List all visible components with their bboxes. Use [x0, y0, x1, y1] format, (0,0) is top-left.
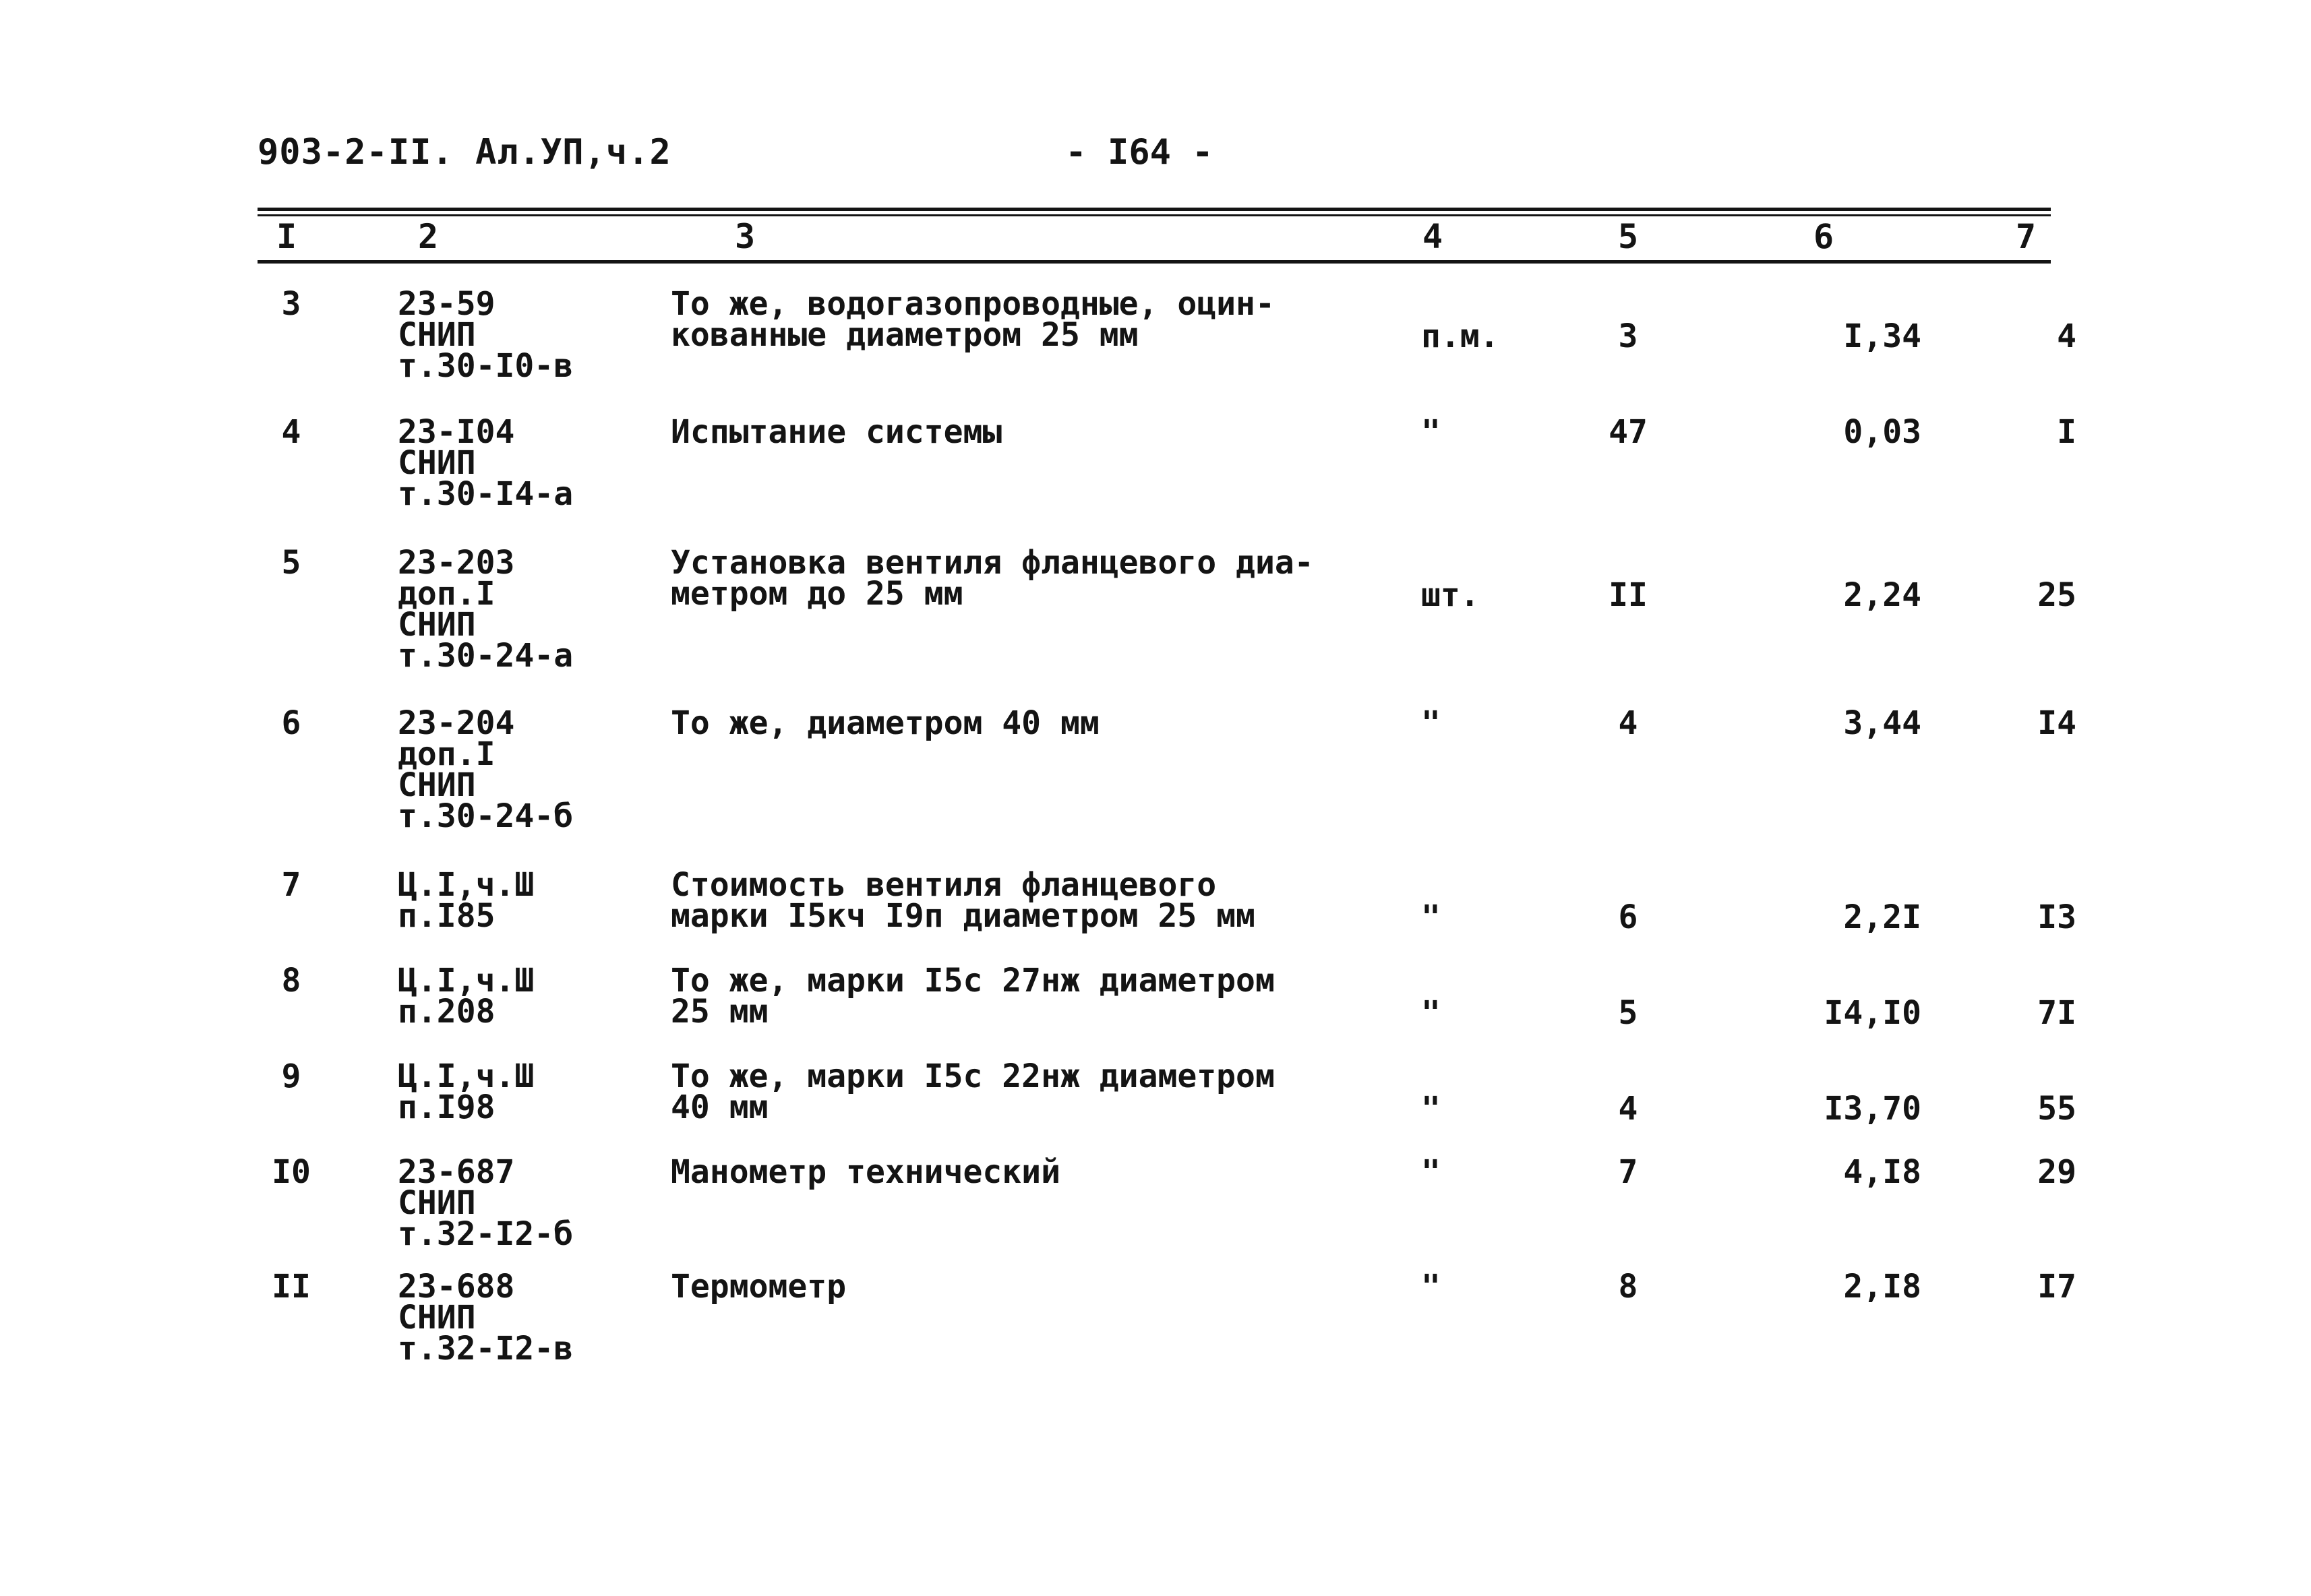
row-reference: 23-687 СНИП т.32-I2-б	[398, 1153, 574, 1253]
column-number-1: I	[276, 217, 297, 256]
row-reference: Ц.I,ч.Ш п.208	[398, 962, 535, 1031]
row-unit: "	[1421, 994, 1441, 1032]
row-number: II	[272, 1268, 311, 1306]
row-reference: 23-688 СНИП т.32-I2-в	[398, 1268, 574, 1368]
row-number: 7	[281, 866, 301, 904]
row-total: I4	[2037, 704, 2076, 742]
row-unit: "	[1421, 704, 1441, 742]
row-total: I3	[2037, 898, 2076, 936]
table-top-rule-inner	[258, 214, 2051, 216]
row-unit-price: 2,24	[1843, 576, 1921, 614]
row-unit: шт.	[1421, 576, 1480, 614]
row-number: I0	[272, 1153, 311, 1191]
column-number-7: 7	[2016, 217, 2037, 256]
row-quantity: 8	[1618, 1268, 1638, 1306]
row-unit-price: 3,44	[1843, 704, 1921, 742]
row-reference: 23-204 доп.I СНИП т.30-24-б	[398, 704, 574, 835]
column-number-5: 5	[1618, 217, 1639, 256]
column-number-6: 6	[1813, 217, 1834, 256]
page-number: - I64 -	[1065, 132, 1213, 173]
row-total: 4	[2057, 317, 2076, 355]
row-reference: Ц.I,ч.Ш п.I98	[398, 1057, 535, 1126]
row-description: То же, марки I5с 27нж диаметром 25 мм	[671, 962, 1275, 1031]
row-total: I7	[2037, 1268, 2076, 1306]
row-unit-price: I3,70	[1824, 1090, 1921, 1128]
row-number: 6	[281, 704, 301, 742]
row-unit: "	[1421, 898, 1441, 936]
row-quantity: 7	[1618, 1153, 1638, 1191]
document-code: 903-2-II. Ал.УП,ч.2	[258, 132, 671, 173]
row-unit-price: 4,I8	[1843, 1153, 1921, 1191]
row-quantity: 4	[1618, 704, 1638, 742]
row-reference: 23-203 доп.I СНИП т.30-24-а	[398, 544, 574, 675]
row-unit: "	[1421, 413, 1441, 451]
row-reference: 23-59 СНИП т.30-I0-в	[398, 285, 574, 385]
row-number: 5	[281, 544, 301, 582]
row-unit-price: 0,03	[1843, 413, 1921, 451]
row-description: То же, диаметром 40 мм	[671, 704, 1100, 742]
row-description: Установка вентиля фланцевого диа- метром до 25 мм	[671, 544, 1314, 613]
row-total: 25	[2037, 576, 2076, 614]
row-total: 7I	[2037, 994, 2076, 1032]
row-unit-price: I,34	[1843, 317, 1921, 355]
row-number: 4	[281, 413, 301, 451]
row-number: 8	[281, 962, 301, 1000]
row-number: 3	[281, 285, 301, 323]
row-reference: 23-I04 СНИП т.30-I4-а	[398, 413, 574, 513]
column-number-4: 4	[1422, 217, 1443, 256]
row-description: То же, марки I5с 22нж диаметром 40 мм	[671, 1057, 1275, 1126]
row-unit: "	[1421, 1090, 1441, 1128]
row-unit-price: 2,I8	[1843, 1268, 1921, 1306]
row-total: I	[2057, 413, 2076, 451]
column-number-3: 3	[735, 217, 756, 256]
row-number: 9	[281, 1057, 301, 1095]
row-unit: п.м.	[1421, 317, 1499, 355]
row-description: Манометр технический	[671, 1153, 1060, 1191]
row-description: Стоимость вентиля фланцевого марки I5кч I9п диаметром 25 мм	[671, 866, 1255, 935]
row-quantity: 4	[1618, 1090, 1638, 1128]
row-description: Термометр	[671, 1268, 847, 1306]
row-total: 29	[2037, 1153, 2076, 1191]
row-total: 55	[2037, 1090, 2076, 1128]
row-description: Испытание системы	[671, 413, 1002, 451]
row-unit-price: I4,I0	[1824, 994, 1921, 1032]
row-quantity: 6	[1618, 898, 1638, 936]
row-quantity: 3	[1618, 317, 1638, 355]
row-description: То же, водогазопроводные, оцин- кованные диаметром 25 мм	[671, 285, 1275, 354]
row-unit: "	[1421, 1268, 1441, 1306]
row-unit: "	[1421, 1153, 1441, 1191]
row-reference: Ц.I,ч.Ш п.I85	[398, 866, 535, 935]
table-header-rule	[258, 260, 2051, 264]
row-unit-price: 2,2I	[1843, 898, 1921, 936]
row-quantity: 5	[1618, 994, 1638, 1032]
column-number-2: 2	[418, 217, 439, 256]
table-top-rule	[258, 208, 2051, 211]
row-quantity: 47	[1609, 413, 1648, 451]
row-quantity: II	[1609, 576, 1648, 614]
